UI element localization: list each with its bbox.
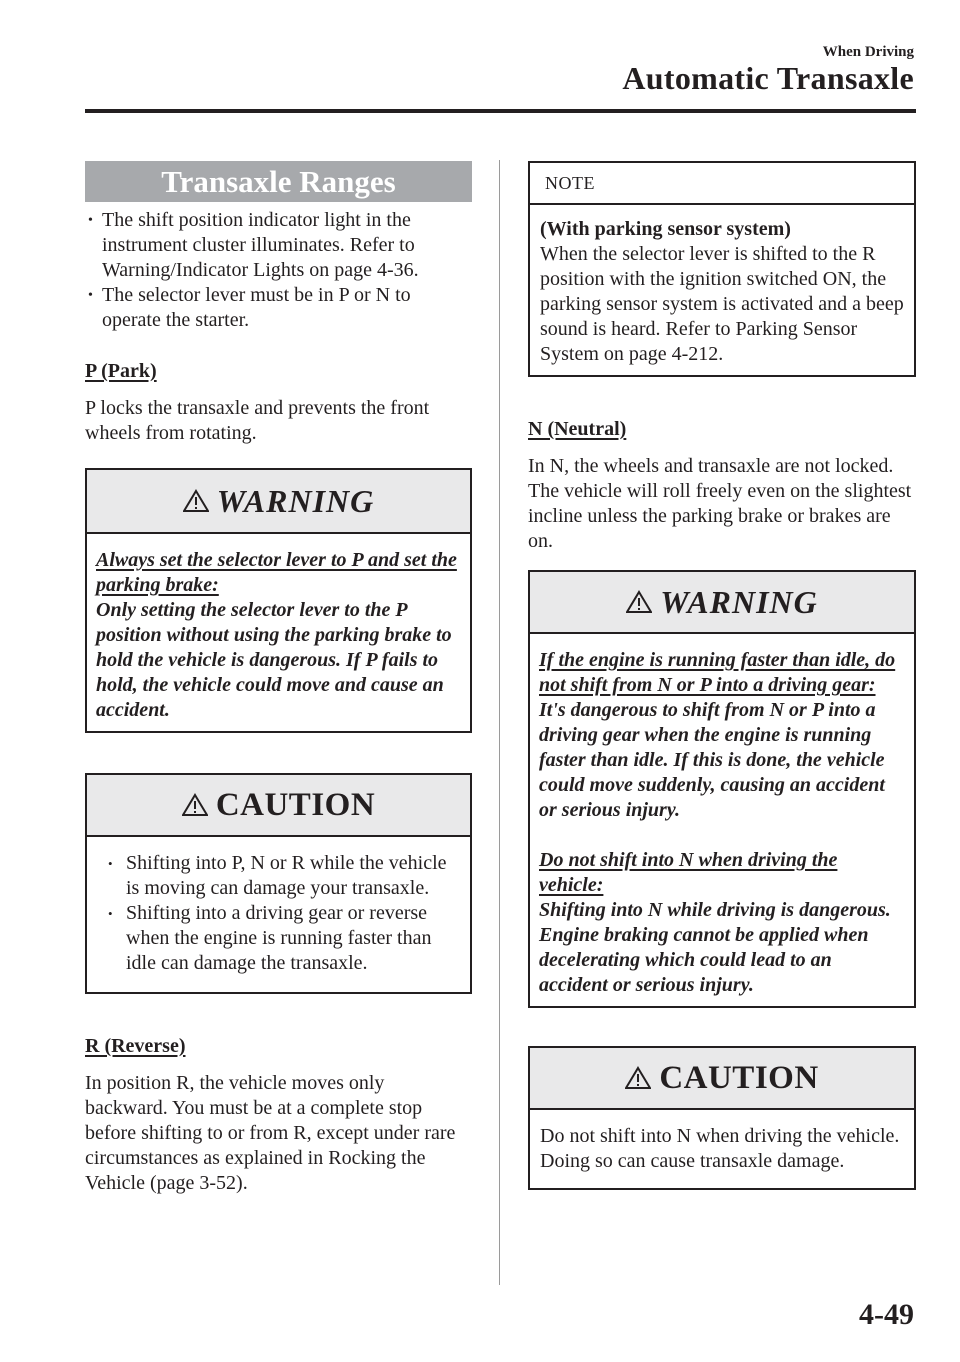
park-body: P locks the transaxle and prevents the front wheels from rotating.	[85, 397, 430, 444]
neutral-warning-box	[528, 570, 916, 1008]
park-heading: P (Park)	[85, 360, 157, 382]
reverse-heading: R (Reverse)	[85, 1035, 186, 1057]
bullet-item: • The selector lever must be in P or N to operate the starter.	[85, 283, 472, 333]
header-chapter-title: Automatic Transaxle	[622, 60, 914, 96]
neutral-heading: N (Neutral)	[528, 418, 627, 440]
caution-text: Do not shift into N when driving the vehicle. Doing so can cause transaxle damage.	[540, 1125, 900, 1172]
warning-lead: Always set the selector lever to P and set the parking brake:	[96, 549, 457, 596]
note-title: (With parking sensor system)	[540, 218, 791, 240]
warning-header	[530, 572, 914, 634]
warning-header	[87, 470, 470, 534]
neutral-caution-box	[528, 1046, 916, 1190]
park-warning-box	[85, 468, 472, 733]
page-number: 4-49	[859, 1298, 914, 1331]
warning-label: WARNING	[660, 583, 818, 620]
warning-lead: Do not shift into N when driving the vehicle:	[539, 849, 838, 896]
warning-triangle-icon	[183, 489, 209, 513]
header-rule	[85, 109, 916, 113]
warning-triangle-icon	[626, 590, 652, 614]
caution-triangle-icon	[182, 793, 208, 817]
caution-label: CAUTION	[659, 1059, 819, 1096]
caution-label: CAUTION	[215, 786, 376, 823]
caution-item: • Shifting into a driving gear or reverse when the engine is running faster than idle can damage the transaxle.	[101, 901, 464, 976]
caution-item: • Shifting into P, N or R while the vehicle is moving can damage your transaxle.	[101, 851, 464, 901]
header-section-label: When Driving	[822, 44, 914, 60]
left-column	[85, 161, 472, 1196]
warning-lead: If the engine is running faster than idle, do not shift from N or P into a driving gear:	[539, 649, 896, 696]
warning-label: WARNING	[216, 482, 375, 519]
bullet-item: • The shift position indicator light in the instrument cluster illuminates. Refer to Warning/Indicator Lights on page 4-36.	[85, 208, 472, 283]
right-column	[528, 161, 916, 1190]
reverse-body: In position R, the vehicle moves only backward. You must be at a complete stop before shifting to or from R, except under rare circumstances as explained in Rocking the Vehicle (page 3-52).	[85, 1072, 456, 1194]
transaxle-ranges-bullets	[85, 208, 472, 333]
column-divider	[499, 160, 500, 1285]
note-text: When the selector lever is shifted to the R position with the ignition switched ON, the parking sensor system is activated and a beep sound is heard. Refer to Parking Sensor System on page 4-212.	[540, 243, 904, 365]
warning-text: It's dangerous to shift from N or P into a driving gear when the engine is running faster than idle. If this is done, the vehicle could move suddenly, causing an accident or serious injury.	[539, 699, 885, 821]
warning-text: Only setting the selector lever to the P position without using the parking brake to hold the vehicle is dangerous. If P fails to hold, the vehicle could move and cause an accident.	[96, 599, 452, 721]
caution-triangle-icon	[625, 1066, 651, 1090]
note-box	[528, 161, 916, 377]
park-caution-box	[85, 773, 472, 994]
warning-text: Shifting into N while driving is dangerous. Engine braking cannot be applied when decelerating which could lead to an accident or serious injury.	[539, 899, 891, 996]
caution-header	[87, 775, 470, 837]
note-label: NOTE	[530, 163, 914, 205]
neutral-body: In N, the wheels and transaxle are not locked. The vehicle will roll freely even on the slightest incline unless the parking brake or brakes are on.	[528, 455, 912, 552]
caution-header	[530, 1048, 914, 1110]
section-heading-transaxle-ranges: Transaxle Ranges	[85, 161, 472, 202]
